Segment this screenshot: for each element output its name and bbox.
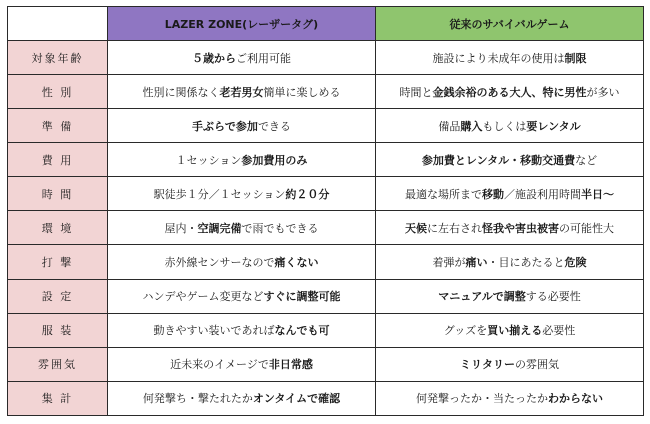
row-label: 性 別 (8, 75, 108, 109)
text: 簡単に楽しめる (263, 85, 341, 99)
text: 駅徒歩１分／１セッション (153, 187, 286, 201)
comparison-rows (8, 41, 644, 416)
row-label: 雰囲気 (8, 347, 108, 381)
text: の雰囲気 (515, 358, 559, 372)
bold-text: 天候 (405, 221, 427, 235)
bold-text: なんでも可 (274, 324, 330, 338)
text: 何発撃ったか・当たったか (416, 392, 548, 406)
bold-text: わからない (548, 392, 603, 406)
text: ・目にあたると (487, 256, 565, 269)
survival-game-cell (376, 143, 644, 177)
table-row (8, 279, 644, 313)
text: ハンデやゲーム変更など (142, 290, 264, 304)
survival-game-cell (376, 245, 644, 279)
lazer-zone-cell (108, 313, 376, 347)
bold-text: ミリタリー (460, 358, 515, 372)
survival-game-cell (376, 109, 644, 143)
table-row (8, 41, 644, 75)
text: ご利用可能 (236, 51, 291, 65)
lazer-zone-cell (108, 381, 376, 415)
lazer-zone-cell (108, 109, 376, 143)
table-row (8, 245, 644, 279)
text: 時間と (399, 85, 433, 99)
lazer-zone-header: LAZER ZONE(レーザータグ) (108, 7, 376, 41)
lazer-zone-cell (108, 41, 376, 75)
text: で雨でもできる (241, 221, 319, 235)
text: に左右され (427, 221, 482, 235)
bold-text: 半日〜 (581, 187, 614, 201)
text: ／施設利用時間 (504, 187, 581, 201)
row-label: 費 用 (8, 143, 108, 177)
lazer-zone-cell (108, 347, 376, 381)
survival-game-cell (376, 279, 644, 313)
bold-text: 怪我や害虫被害 (482, 221, 559, 235)
bold-text: 購入 (460, 119, 483, 133)
row-label: 時 間 (8, 177, 108, 211)
text: 性別に関係なく (142, 85, 220, 99)
row-label: 環 境 (8, 211, 108, 245)
bold-text: 金銭余裕のある大人、特に男性 (432, 85, 587, 99)
lazer-zone-cell (108, 75, 376, 109)
survival-game-header: 従来のサバイバルゲーム (376, 7, 644, 41)
text: 赤外線センサーなので (164, 256, 275, 269)
bold-text: 要レンタル (526, 119, 581, 133)
survival-game-cell (376, 41, 644, 75)
bold-text: 移動 (482, 187, 504, 201)
bold-text: 買い揃える (487, 324, 543, 338)
header-row (8, 7, 644, 41)
table-row (8, 211, 644, 245)
bold-text: 空調完備 (197, 221, 242, 235)
bold-text: 非日常感 (268, 358, 313, 372)
survival-game-cell (376, 177, 644, 211)
table-row (8, 381, 644, 415)
survival-game-cell (376, 211, 644, 245)
text: 施設により未成年の使用は (432, 51, 565, 65)
lazer-zone-cell (108, 177, 376, 211)
row-label: 服 装 (8, 313, 108, 347)
text: が多い (586, 85, 620, 99)
comparison-table (7, 6, 644, 416)
text: の可能性大 (559, 221, 614, 235)
text: １セッション (175, 153, 242, 167)
text: する必要性 (525, 290, 581, 304)
text: もしくは (482, 119, 527, 133)
survival-game-cell (376, 347, 644, 381)
bold-text: マニュアルで調整 (438, 290, 526, 304)
lazer-zone-cell (108, 279, 376, 313)
text: 着弾が (432, 256, 466, 269)
lazer-zone-cell (108, 211, 376, 245)
bold-text: すぐに調整可能 (263, 290, 341, 304)
bold-text: ５歳から (192, 51, 236, 65)
text: 動きやすい装いであれば (153, 324, 275, 338)
bold-text: オンタイムで確認 (252, 392, 341, 406)
bold-text: 手ぶらで参加 (192, 119, 258, 133)
table-row (8, 143, 644, 177)
text: 何発撃ち・撃たれたか (142, 392, 253, 406)
table-row (8, 75, 644, 109)
text: 屋内・ (164, 221, 198, 235)
bold-text: 痛くない (274, 256, 319, 269)
survival-game-cell (376, 381, 644, 415)
row-label: 設 定 (8, 279, 108, 313)
bold-text: 参加費用のみ (241, 153, 308, 167)
bold-text: 約２０分 (285, 187, 330, 201)
lazer-zone-cell (108, 143, 376, 177)
text: など (575, 153, 598, 167)
lazer-zone-cell (108, 245, 376, 279)
table-row (8, 347, 644, 381)
table-row (8, 177, 644, 211)
survival-game-cell (376, 313, 644, 347)
row-label: 打 撃 (8, 245, 108, 279)
text: 必要性 (542, 324, 576, 338)
text: 備品 (438, 119, 461, 133)
corner-cell (8, 7, 108, 41)
text: できる (257, 119, 291, 133)
bold-text: 参加費とレンタル・移動交通費 (421, 153, 576, 167)
survival-game-cell (376, 75, 644, 109)
text: グッズを (443, 324, 488, 338)
bold-text: 痛い (465, 256, 488, 269)
table-row (8, 109, 644, 143)
bold-text: 制限 (564, 51, 587, 65)
table-row (8, 313, 644, 347)
bold-text: 老若男女 (219, 85, 264, 99)
row-label: 集 計 (8, 381, 108, 415)
row-label: 対象年齢 (8, 41, 108, 75)
text: 最適な場所まで (405, 187, 482, 201)
bold-text: 危険 (564, 256, 587, 269)
row-label: 準 備 (8, 109, 108, 143)
text: 近未来のイメージで (170, 358, 269, 372)
